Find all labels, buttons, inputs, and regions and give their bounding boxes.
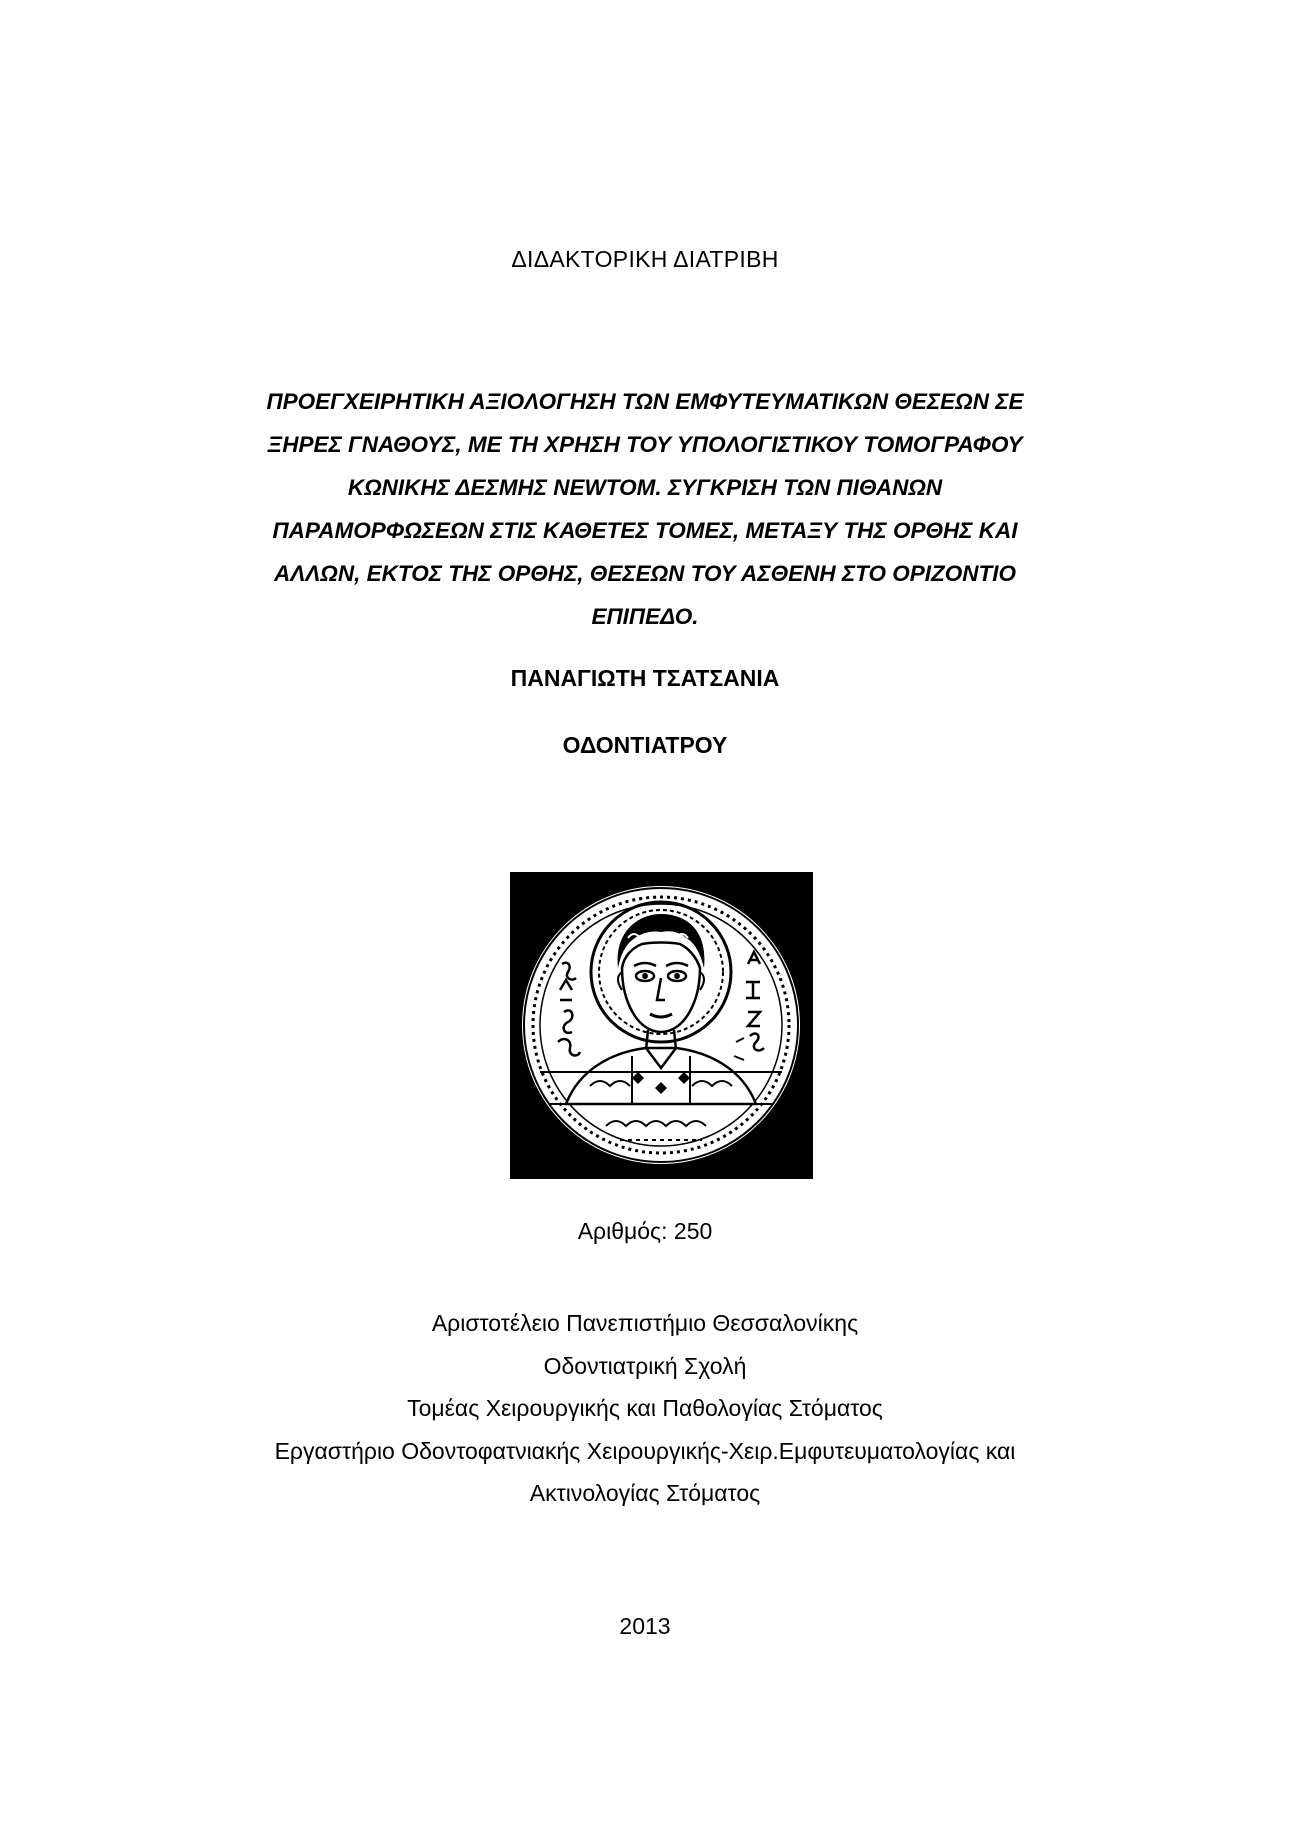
- thesis-title-line: ΠΡΟΕΓΧΕΙΡΗΤΙΚΗ ΑΞΙΟΛΟΓΗΣΗ ΤΩΝ ΕΜΦΥΤΕΥΜΑΤΙΚΩΝ ΘΕΣΕΩΝ ΣΕ: [266, 389, 1024, 414]
- thesis-number: Αριθμός: 250: [577, 1218, 713, 1244]
- school-name: Οδοντιατρική Σχολή: [543, 1352, 747, 1379]
- document-type: ΔΙΔΑΚΤΟΡΙΚΗ ΔΙΑΤΡΙΒΗ: [511, 246, 779, 272]
- author-name: ΠΑΝΑΓΙΩΤΗ ΤΣΑΤΣΑΝΙΑ: [510, 665, 780, 691]
- thesis-title-line: ΕΠΙΠΕΔΟ.: [591, 604, 699, 629]
- laboratory-name: Εργαστήριο Οδοντοφατνιακής Χειρουργικής-Χειρ.Εμφυτευματολογίας και: [274, 1437, 1016, 1464]
- author-profession: ΟΔΟΝΤΙΑΤΡΟΥ: [562, 732, 728, 758]
- thesis-title: [210, 380, 1080, 638]
- thesis-title-line: ΠΑΡΑΜΟΡΦΩΣΕΩΝ ΣΤΙΣ ΚΑΘΕΤΕΣ ΤΟΜΕΣ, ΜΕΤΑΞΥ ΤΗΣ ΟΡΘΗΣ ΚΑΙ: [272, 518, 1018, 543]
- thesis-title-line: ΑΛΛΩΝ, ΕΚΤΟΣ ΤΗΣ ΟΡΘΗΣ, ΘΕΣΕΩΝ ΤΟΥ ΑΣΘΕΝΗ ΣΤΟ ΟΡΙΖΟΝΤΙΟ: [274, 561, 1016, 586]
- thesis-title-line: ΞΗΡΕΣ ΓΝΑΘΟΥΣ, ΜΕ ΤΗ ΧΡΗΣΗ ΤΟΥ ΥΠΟΛΟΓΙΣΤΙΚΟΥ ΤΟΜΟΓΡΑΦΟΥ: [267, 432, 1023, 457]
- thesis-title-line: ΚΩΝΙΚΗΣ ΔΕΣΜΗΣ NEWTOM. ΣΥΓΚΡΙΣΗ ΤΩΝ ΠΙΘΑΝΩΝ: [347, 475, 943, 500]
- laboratory-name-continued: Ακτινολογίας Στόματος: [529, 1480, 761, 1506]
- department-name: Τομέας Χειρουργικής και Παθολογίας Στόματος: [407, 1395, 883, 1421]
- university-name: Αριστοτέλειο Πανεπιστήμιο Θεσσαλονίκης: [431, 1310, 859, 1336]
- institution-info: [0, 1302, 1290, 1515]
- university-seal-icon: [510, 872, 813, 1179]
- publication-year: 2013: [619, 1613, 671, 1639]
